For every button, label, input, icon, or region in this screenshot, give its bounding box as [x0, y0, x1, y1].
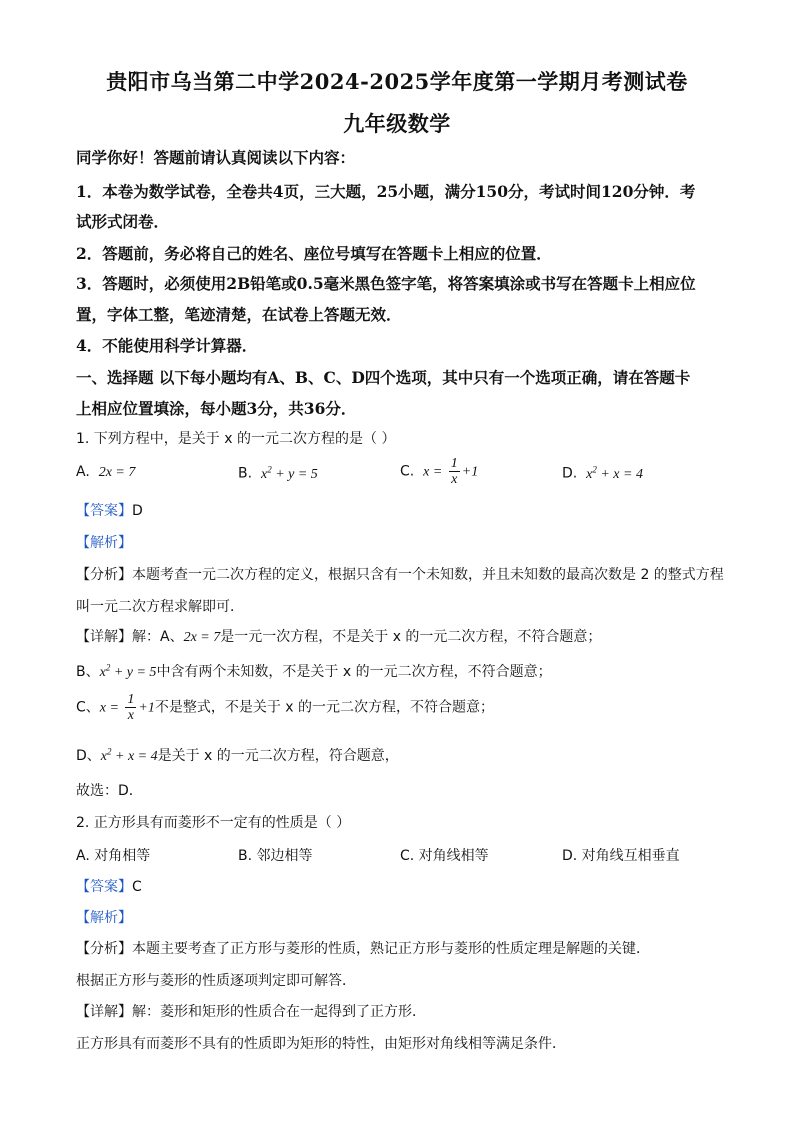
q1-detail-c-fraction [125, 692, 136, 723]
q1-detail-d-sup: 2 [107, 746, 112, 757]
q1-option-b-sup: 2 [267, 464, 272, 474]
q1-stem: 1. 下列方程中，是关于 x 的一元二次方程的是（ ） [76, 431, 396, 447]
q2-option-d: D. 对角线互相垂直 [562, 848, 680, 864]
q2-detail-text: 解：菱形和矩形的性质合在一起得到了正方形． [132, 1004, 426, 1020]
q1-option-a-math: 2x = 7 [98, 465, 136, 480]
instruction-3-line-2: 置，字体工整，笔迹清楚，在试卷上答题无效． [76, 305, 402, 324]
q1-detail-c-post: 不是整式，不是关于 x 的一元二次方程，不符合题意； [154, 699, 495, 716]
q1-option-c-post: +1 [461, 464, 479, 480]
q1-answer-tag: 【答案】 [76, 503, 132, 519]
q1-option-b-math-post: + y = 5 [271, 466, 318, 482]
q1-detail-c [76, 692, 494, 723]
q1-option-c-den: x [451, 472, 458, 487]
q1-option-c-fraction [449, 456, 460, 487]
q2-answer-value: C [132, 879, 142, 895]
instruction-3-line-1: 3．答题时，必须使用2B铅笔或0.5毫米黑色签字笔，将答案填涂或书写在答题卡上相应位 [76, 274, 696, 293]
q1-option-a [76, 464, 135, 481]
q2-fenxi-text: 本题主要考查了正方形与菱形的性质，熟记正方形与菱形的性质定理是解题的关键． [132, 941, 650, 957]
q1-detail-b-sup: 2 [105, 662, 111, 673]
q1-detail-d-math-post: + x = 4 [111, 749, 158, 764]
q1-option-b-math-pre: x [260, 466, 268, 482]
q2-option-a: A. 对角相等 [76, 848, 151, 864]
q1-option-c [400, 456, 478, 487]
q1-fenxi-text: 本题考查一元二次方程的定义，根据只含有一个未知数，并且未知数的最高次数是 2 的整式方程 [132, 567, 724, 583]
instruction-1-line-1: 1．本卷为数学试卷，全卷共4页，三大题，25小题，满分150分，考试时间120分钟．考 [76, 182, 696, 201]
q2-analysis-tag: 【解析】 [76, 910, 132, 926]
q2-detail-tag: 【详解】 [76, 1004, 132, 1020]
q1-detail-c-den: x [127, 708, 135, 723]
instruction-1-line-2: 试形式闭卷． [76, 212, 170, 231]
q1-detail-c-num: 1 [127, 692, 135, 707]
q1-answer-value: D [132, 503, 143, 519]
q1-fenxi-tag: 【分析】 [76, 567, 132, 583]
q1-option-c-num: 1 [450, 456, 458, 471]
q1-detail-a [76, 626, 601, 646]
section-1-heading-line-1: 一、选择题 以下每小题均有A、B、C、D四个选项，其中只有一个选项正确，请在答题卡 [76, 368, 691, 387]
q1-detail-a-pre: 解：A、 [132, 629, 184, 645]
q1-detail-a-post: 是一元一次方程，不是关于 x 的一元二次方程，不符合题意； [220, 629, 602, 645]
q1-detail-b-pre: B、 [76, 664, 100, 680]
q1-detail-b [76, 661, 552, 681]
q1-detail-d-math-pre: x [100, 749, 107, 764]
q1-detail-d-pre: D、 [76, 748, 101, 764]
q1-detail-tag: 【详解】 [76, 629, 132, 645]
q1-detail-c-math-pre: x = [99, 700, 119, 716]
q2-answer [76, 876, 142, 896]
q1-detail-a-math: 2x = 7 [183, 630, 221, 645]
exam-subtitle: 九年级数学 [343, 111, 451, 136]
q2-detail [76, 1001, 426, 1021]
q2-fenxi-2: 根据正方形与菱形的性质逐项判定即可解答． [76, 973, 356, 989]
q1-answer [76, 500, 143, 520]
q1-detail-b-math-pre: x [99, 665, 106, 680]
q1-option-a-label: A. [76, 464, 90, 480]
q2-stem: 2. 正方形具有而菱形不一定有的性质是（ ） [76, 815, 351, 831]
q1-analysis-tag: 【解析】 [76, 535, 132, 551]
instruction-2: 2．答题前，务必将自己的姓名、座位号填写在答题卡上相应的位置． [76, 244, 552, 263]
q1-option-d-math-pre: x [586, 466, 593, 482]
q2-option-c: C. 对角线相等 [400, 848, 489, 864]
q1-option-d-label: D. [562, 465, 578, 482]
instructions-greeting: 同学你好！答题前请认真阅读以下内容： [76, 148, 356, 167]
q1-option-b-label: B. [238, 465, 253, 482]
q2-fenxi [76, 938, 650, 958]
q1-option-d-math-post: + x = 4 [596, 466, 643, 482]
section-1-heading-line-2: 上相应位置填涂，每小题3分，共36分． [76, 399, 357, 418]
q1-fenxi-line-2: 叫一元二次方程求解即可． [76, 599, 244, 615]
q2-option-b: B. 邻边相等 [238, 848, 313, 864]
exam-title: 贵阳市乌当第二中学2024-2025学年度第一学期月考测试卷 [106, 69, 688, 94]
q1-detail-c-pre: C、 [76, 699, 100, 716]
q1-option-d [562, 464, 643, 483]
q2-fenxi-tag: 【分析】 [76, 941, 132, 957]
q1-fenxi-line-1 [76, 564, 724, 584]
q1-detail-d-post: 是关于 x 的一元二次方程，符合题意， [157, 748, 399, 764]
instruction-4: 4．不能使用科学计算器． [76, 336, 258, 355]
q1-detail-c-math-post: +1 [138, 700, 155, 716]
q1-option-c-pre: x = [423, 464, 443, 480]
q1-option-d-sup: 2 [592, 464, 597, 474]
q1-conclusion: 故选：D． [76, 783, 143, 799]
q1-option-b [238, 464, 318, 483]
q1-option-c-label: C. [400, 463, 415, 480]
q1-detail-d [76, 745, 399, 765]
q2-answer-tag: 【答案】 [76, 879, 132, 895]
q1-detail-b-math-post: + y = 5 [110, 665, 157, 680]
q1-detail-b-post: 中含有两个未知数，不是关于 x 的一元二次方程，不符合题意； [156, 664, 552, 680]
q2-detail-2: 正方形具有而菱形不具有的性质即为矩形的特性，由矩形对角线相等满足条件． [76, 1036, 566, 1052]
